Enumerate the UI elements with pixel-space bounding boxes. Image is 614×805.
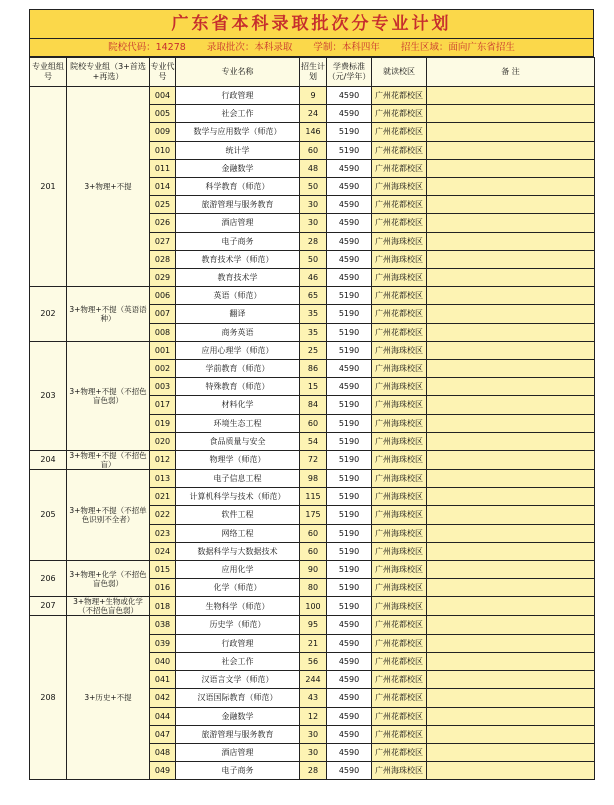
quota-cell: 84 <box>300 396 327 414</box>
campus-cell: 广州花都校区 <box>372 305 427 323</box>
major-name-cell: 电子商务 <box>176 232 300 250</box>
fee-cell: 4590 <box>327 196 372 214</box>
major-name-cell: 物理学（师范） <box>176 451 300 470</box>
quota-cell: 80 <box>300 579 327 597</box>
major-code-cell: 014 <box>150 178 176 196</box>
quota-cell: 98 <box>300 470 327 488</box>
quota-cell: 60 <box>300 414 327 432</box>
group-requirement-cell: 3+物理+不提（英语语种） <box>67 287 150 342</box>
major-name-cell: 网络工程 <box>176 524 300 542</box>
quota-cell: 43 <box>300 689 327 707</box>
group-requirement-cell: 3+物理+生物或化学（不招色盲色弱） <box>67 597 150 616</box>
campus-cell: 广州花都校区 <box>372 725 427 743</box>
major-name-cell: 历史学（师范） <box>176 616 300 634</box>
major-name-cell: 材料化学 <box>176 396 300 414</box>
fee-cell: 4590 <box>327 232 372 250</box>
fee-cell: 5190 <box>327 597 372 616</box>
campus-cell: 广州花都校区 <box>372 323 427 341</box>
notes-cell <box>427 542 595 560</box>
major-code-cell: 024 <box>150 542 176 560</box>
major-code-cell: 009 <box>150 123 176 141</box>
table-row <box>30 616 595 634</box>
fee-cell: 4590 <box>327 360 372 378</box>
fee-cell: 4590 <box>327 725 372 743</box>
major-name-cell: 翻译 <box>176 305 300 323</box>
notes-cell <box>427 506 595 524</box>
quota-cell: 35 <box>300 305 327 323</box>
notes-cell <box>427 634 595 652</box>
group-requirement-cell: 3+物理+不提（不招单色识别不全者） <box>67 470 150 561</box>
major-code-cell: 010 <box>150 141 176 159</box>
campus-cell: 广州花都校区 <box>372 87 427 105</box>
table-row <box>30 451 595 470</box>
col-major-name: 专业名称 <box>176 58 300 87</box>
fee-cell: 4590 <box>327 178 372 196</box>
quota-cell: 115 <box>300 488 327 506</box>
quota-cell: 15 <box>300 378 327 396</box>
group-requirement-cell: 3+物理+不提（不招色盲色弱） <box>67 341 150 450</box>
notes-cell <box>427 178 595 196</box>
quota-cell: 30 <box>300 196 327 214</box>
notes-cell <box>427 250 595 268</box>
major-code-cell: 049 <box>150 762 176 780</box>
fee-cell: 4590 <box>327 634 372 652</box>
major-code-cell: 005 <box>150 105 176 123</box>
col-campus: 就读校区 <box>372 58 427 87</box>
quota-cell: 95 <box>300 616 327 634</box>
notes-cell <box>427 214 595 232</box>
quota-cell: 50 <box>300 250 327 268</box>
major-name-cell: 计算机科学与技术（师范） <box>176 488 300 506</box>
notes-cell <box>427 287 595 305</box>
quota-cell: 56 <box>300 652 327 670</box>
major-name-cell: 行政管理 <box>176 634 300 652</box>
campus-cell: 广州花都校区 <box>372 105 427 123</box>
major-name-cell: 数据科学与大数据技术 <box>176 542 300 560</box>
quota-cell: 146 <box>300 123 327 141</box>
campus-cell: 广州海珠校区 <box>372 488 427 506</box>
fee-cell: 4590 <box>327 105 372 123</box>
group-code-cell: 207 <box>30 597 67 616</box>
fee-cell: 5190 <box>327 323 372 341</box>
major-code-cell: 040 <box>150 652 176 670</box>
fee-cell: 5190 <box>327 123 372 141</box>
major-code-cell: 039 <box>150 634 176 652</box>
fee-cell: 4590 <box>327 250 372 268</box>
major-code-cell: 044 <box>150 707 176 725</box>
notes-cell <box>427 470 595 488</box>
major-name-cell: 金融数学 <box>176 159 300 177</box>
notes-cell <box>427 323 595 341</box>
campus-cell: 广州海珠校区 <box>372 269 427 287</box>
col-group-code: 专业组组号 <box>30 58 67 87</box>
major-code-cell: 011 <box>150 159 176 177</box>
campus-cell: 广州海珠校区 <box>372 524 427 542</box>
enrollment-plan-sheet <box>29 9 594 780</box>
school-code: 院校代码：14278 <box>108 42 186 53</box>
group-code-cell: 206 <box>30 561 67 597</box>
major-code-cell: 026 <box>150 214 176 232</box>
quota-cell: 60 <box>300 542 327 560</box>
group-requirement-cell: 3+物理+化学（不招色盲色弱） <box>67 561 150 597</box>
fee-cell: 4590 <box>327 378 372 396</box>
notes-cell <box>427 579 595 597</box>
major-code-cell: 042 <box>150 689 176 707</box>
major-code-cell: 027 <box>150 232 176 250</box>
fee-cell: 4590 <box>327 707 372 725</box>
fee-cell: 5190 <box>327 542 372 560</box>
major-name-cell: 电子商务 <box>176 762 300 780</box>
major-name-cell: 应用化学 <box>176 561 300 579</box>
major-name-cell: 环境生态工程 <box>176 414 300 432</box>
campus-cell: 广州海珠校区 <box>372 396 427 414</box>
fee-cell: 5190 <box>327 432 372 450</box>
notes-cell <box>427 196 595 214</box>
campus-cell: 广州海珠校区 <box>372 561 427 579</box>
study-duration: 学制：本科四年 <box>313 42 380 53</box>
major-code-cell: 008 <box>150 323 176 341</box>
campus-cell: 广州海珠校区 <box>372 360 427 378</box>
table-row <box>30 597 595 616</box>
group-code-cell: 202 <box>30 287 67 342</box>
quota-cell: 35 <box>300 323 327 341</box>
major-name-cell: 统计学 <box>176 141 300 159</box>
major-code-cell: 007 <box>150 305 176 323</box>
table-row <box>30 87 595 105</box>
quota-cell: 90 <box>300 561 327 579</box>
fee-cell: 4590 <box>327 689 372 707</box>
fee-cell: 4590 <box>327 671 372 689</box>
quota-cell: 12 <box>300 707 327 725</box>
campus-cell: 广州花都校区 <box>372 743 427 761</box>
group-code-cell: 205 <box>30 470 67 561</box>
col-group-requirement: 院校专业组（3+首选+再选） <box>67 58 150 87</box>
notes-cell <box>427 689 595 707</box>
campus-cell: 广州花都校区 <box>372 652 427 670</box>
table-body <box>30 87 595 780</box>
notes-cell <box>427 707 595 725</box>
campus-cell: 广州花都校区 <box>372 214 427 232</box>
major-code-cell: 048 <box>150 743 176 761</box>
major-code-cell: 029 <box>150 269 176 287</box>
campus-cell: 广州海珠校区 <box>372 470 427 488</box>
major-name-cell: 食品质量与安全 <box>176 432 300 450</box>
major-code-cell: 017 <box>150 396 176 414</box>
fee-cell: 4590 <box>327 269 372 287</box>
fee-cell: 5190 <box>327 141 372 159</box>
col-fee: 学费标准（元/学年） <box>327 58 372 87</box>
fee-cell: 5190 <box>327 506 372 524</box>
page-title: 广东省本科录取批次分专业计划 <box>29 9 594 38</box>
quota-cell: 65 <box>300 287 327 305</box>
campus-cell: 广州海珠校区 <box>372 506 427 524</box>
campus-cell: 广州花都校区 <box>372 287 427 305</box>
group-requirement-cell: 3+历史+不提 <box>67 616 150 780</box>
major-name-cell: 社会工作 <box>176 652 300 670</box>
quota-cell: 54 <box>300 432 327 450</box>
group-code-cell: 208 <box>30 616 67 780</box>
campus-cell: 广州花都校区 <box>372 707 427 725</box>
notes-cell <box>427 725 595 743</box>
major-code-cell: 015 <box>150 561 176 579</box>
notes-cell <box>427 396 595 414</box>
table-header-row <box>30 58 595 87</box>
campus-cell: 广州海珠校区 <box>372 762 427 780</box>
notes-cell <box>427 616 595 634</box>
major-code-cell: 025 <box>150 196 176 214</box>
major-name-cell: 科学教育（师范） <box>176 178 300 196</box>
enrollment-region: 招生区域：面向广东省招生 <box>400 42 515 53</box>
fee-cell: 4590 <box>327 652 372 670</box>
major-name-cell: 酒店管理 <box>176 214 300 232</box>
fee-cell: 4590 <box>327 616 372 634</box>
group-requirement-cell: 3+物理+不提（不招色盲） <box>67 451 150 470</box>
notes-cell <box>427 561 595 579</box>
fee-cell: 4590 <box>327 87 372 105</box>
notes-cell <box>427 451 595 470</box>
quota-cell: 48 <box>300 159 327 177</box>
fee-cell: 5190 <box>327 470 372 488</box>
quota-cell: 46 <box>300 269 327 287</box>
notes-cell <box>427 488 595 506</box>
quota-cell: 28 <box>300 232 327 250</box>
major-code-cell: 013 <box>150 470 176 488</box>
campus-cell: 广州海珠校区 <box>372 579 427 597</box>
quota-cell: 25 <box>300 341 327 359</box>
quota-cell: 9 <box>300 87 327 105</box>
major-code-cell: 038 <box>150 616 176 634</box>
col-notes: 备 注 <box>427 58 595 87</box>
quota-cell: 24 <box>300 105 327 123</box>
major-name-cell: 电子信息工程 <box>176 470 300 488</box>
fee-cell: 5190 <box>327 579 372 597</box>
campus-cell: 广州海珠校区 <box>372 250 427 268</box>
major-name-cell: 数学与应用数学（师范） <box>176 123 300 141</box>
major-code-cell: 004 <box>150 87 176 105</box>
group-code-cell: 201 <box>30 87 67 287</box>
quota-cell: 60 <box>300 141 327 159</box>
quota-cell: 72 <box>300 451 327 470</box>
major-name-cell: 社会工作 <box>176 105 300 123</box>
major-code-cell: 019 <box>150 414 176 432</box>
group-code-cell: 204 <box>30 451 67 470</box>
quota-cell: 50 <box>300 178 327 196</box>
major-name-cell: 教育技术学（师范） <box>176 250 300 268</box>
major-name-cell: 化学（师范） <box>176 579 300 597</box>
fee-cell: 4590 <box>327 743 372 761</box>
col-quota: 招生计划 <box>300 58 327 87</box>
quota-cell: 30 <box>300 214 327 232</box>
quota-cell: 28 <box>300 762 327 780</box>
major-name-cell: 旅游管理与服务教育 <box>176 725 300 743</box>
group-requirement-cell: 3+物理+不提 <box>67 87 150 287</box>
major-name-cell: 英语（师范） <box>176 287 300 305</box>
notes-cell <box>427 159 595 177</box>
fee-cell: 5190 <box>327 287 372 305</box>
notes-cell <box>427 652 595 670</box>
major-code-cell: 018 <box>150 597 176 616</box>
group-code-cell: 203 <box>30 341 67 450</box>
notes-cell <box>427 671 595 689</box>
plan-table <box>29 57 595 780</box>
quota-cell: 175 <box>300 506 327 524</box>
campus-cell: 广州花都校区 <box>372 196 427 214</box>
major-code-cell: 001 <box>150 341 176 359</box>
fee-cell: 5190 <box>327 488 372 506</box>
major-name-cell: 软件工程 <box>176 506 300 524</box>
notes-cell <box>427 524 595 542</box>
notes-cell <box>427 762 595 780</box>
major-name-cell: 金融数学 <box>176 707 300 725</box>
notes-cell <box>427 269 595 287</box>
quota-cell: 100 <box>300 597 327 616</box>
major-name-cell: 教育技术学 <box>176 269 300 287</box>
fee-cell: 5190 <box>327 341 372 359</box>
quota-cell: 244 <box>300 671 327 689</box>
major-code-cell: 041 <box>150 671 176 689</box>
major-name-cell: 汉语国际教育（师范） <box>176 689 300 707</box>
major-name-cell: 生物科学（师范） <box>176 597 300 616</box>
fee-cell: 4590 <box>327 214 372 232</box>
notes-cell <box>427 597 595 616</box>
major-code-cell: 002 <box>150 360 176 378</box>
campus-cell: 广州海珠校区 <box>372 597 427 616</box>
notes-cell <box>427 141 595 159</box>
major-code-cell: 012 <box>150 451 176 470</box>
campus-cell: 广州花都校区 <box>372 616 427 634</box>
quota-cell: 86 <box>300 360 327 378</box>
campus-cell: 广州海珠校区 <box>372 414 427 432</box>
major-name-cell: 旅游管理与服务教育 <box>176 196 300 214</box>
fee-cell: 5190 <box>327 561 372 579</box>
table-row <box>30 341 595 359</box>
major-code-cell: 047 <box>150 725 176 743</box>
campus-cell: 广州花都校区 <box>372 634 427 652</box>
quota-cell: 21 <box>300 634 327 652</box>
major-code-cell: 016 <box>150 579 176 597</box>
campus-cell: 广州花都校区 <box>372 123 427 141</box>
fee-cell: 5190 <box>327 305 372 323</box>
major-code-cell: 006 <box>150 287 176 305</box>
fee-cell: 5190 <box>327 451 372 470</box>
table-row <box>30 470 595 488</box>
info-bar <box>29 38 594 57</box>
campus-cell: 广州海珠校区 <box>372 341 427 359</box>
fee-cell: 5190 <box>327 414 372 432</box>
campus-cell: 广州花都校区 <box>372 159 427 177</box>
major-name-cell: 商务英语 <box>176 323 300 341</box>
notes-cell <box>427 414 595 432</box>
major-code-cell: 003 <box>150 378 176 396</box>
major-name-cell: 特殊教育（师范） <box>176 378 300 396</box>
campus-cell: 广州海珠校区 <box>372 178 427 196</box>
notes-cell <box>427 105 595 123</box>
notes-cell <box>427 432 595 450</box>
campus-cell: 广州花都校区 <box>372 689 427 707</box>
major-name-cell: 汉语言文学（师范） <box>176 671 300 689</box>
major-code-cell: 023 <box>150 524 176 542</box>
table-row <box>30 287 595 305</box>
notes-cell <box>427 378 595 396</box>
fee-cell: 4590 <box>327 159 372 177</box>
notes-cell <box>427 305 595 323</box>
quota-cell: 30 <box>300 743 327 761</box>
major-code-cell: 020 <box>150 432 176 450</box>
notes-cell <box>427 341 595 359</box>
major-name-cell: 学前教育（师范） <box>176 360 300 378</box>
fee-cell: 4590 <box>327 762 372 780</box>
admission-batch: 录取批次：本科录取 <box>206 42 293 53</box>
campus-cell: 广州海珠校区 <box>372 451 427 470</box>
campus-cell: 广州海珠校区 <box>372 232 427 250</box>
quota-cell: 30 <box>300 725 327 743</box>
major-code-cell: 021 <box>150 488 176 506</box>
notes-cell <box>427 87 595 105</box>
notes-cell <box>427 232 595 250</box>
major-name-cell: 酒店管理 <box>176 743 300 761</box>
campus-cell: 广州海珠校区 <box>372 542 427 560</box>
fee-cell: 5190 <box>327 524 372 542</box>
notes-cell <box>427 360 595 378</box>
col-major-code: 专业代号 <box>150 58 176 87</box>
notes-cell <box>427 123 595 141</box>
major-code-cell: 022 <box>150 506 176 524</box>
campus-cell: 广州海珠校区 <box>372 432 427 450</box>
table-row <box>30 561 595 579</box>
quota-cell: 60 <box>300 524 327 542</box>
major-name-cell: 行政管理 <box>176 87 300 105</box>
campus-cell: 广州花都校区 <box>372 671 427 689</box>
campus-cell: 广州花都校区 <box>372 141 427 159</box>
major-name-cell: 应用心理学（师范） <box>176 341 300 359</box>
campus-cell: 广州海珠校区 <box>372 378 427 396</box>
notes-cell <box>427 743 595 761</box>
fee-cell: 5190 <box>327 396 372 414</box>
major-code-cell: 028 <box>150 250 176 268</box>
